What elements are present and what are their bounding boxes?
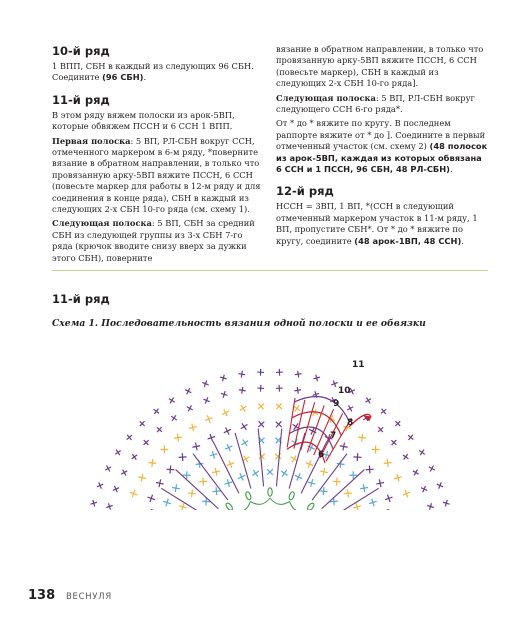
page-number: 138: [28, 588, 56, 603]
row10-text: 1 ВПП, СБН в каждый из следующих 96 СБН. Соедините (96 СБН).: [52, 61, 254, 83]
sc-cross-mark: [358, 437, 366, 438]
sc-cross-mark: [294, 406, 301, 411]
sc-cross-mark: [159, 479, 161, 487]
sc-cross-mark: [215, 468, 217, 476]
dc-plus-mark: [297, 387, 298, 394]
sc-cross-mark: [384, 462, 392, 463]
section-title: 11-й ряд: [52, 292, 110, 306]
row-label-9: 9: [333, 399, 340, 409]
diagram-symbols: [90, 369, 449, 510]
dc-plus-mark: [223, 375, 225, 382]
magazine-name: ВЕСНУЛЯ: [66, 591, 113, 601]
row-label-10: 10: [338, 386, 351, 396]
chain-oval: [306, 502, 315, 510]
sc-cross-mark: [216, 487, 217, 495]
row-label-6: 6: [318, 450, 325, 460]
repeat-total: (48 полосок из арок-5ВП, каждая из которых обвязана 6 ССН и 1 ПССН, 96 СБН, 48 РЛ-СБН): [276, 141, 488, 175]
dc-plus-mark: [241, 371, 242, 378]
row10-heading: 10-й ряд: [52, 44, 110, 58]
chain-arc: [233, 501, 250, 510]
sc-cross-mark: [177, 434, 178, 442]
sc-cross-mark: [344, 493, 352, 494]
row-label-11: 11: [352, 360, 365, 370]
sc-cross-mark: [242, 423, 246, 430]
row12-heading: 12-й ряд: [276, 184, 334, 199]
sc-cross-mark: [170, 465, 171, 473]
sc-cross-mark: [206, 497, 207, 505]
sc-cross-mark: [243, 439, 247, 446]
sc-cross-mark: [376, 482, 384, 484]
sc-cross-mark: [320, 471, 328, 473]
sc-cross-mark: [175, 484, 176, 492]
chain-oval: [288, 491, 295, 500]
row-label-7: 7: [330, 431, 337, 441]
sc-cross-mark: [330, 501, 338, 502]
row12-total: (48 арок-1ВП, 48 ССН): [354, 235, 462, 246]
dc-plus-mark: [298, 371, 299, 378]
chain-oval: [268, 488, 272, 496]
dc-plus-mark: [403, 455, 408, 459]
continued-text: вязание в обратном направлении, в только что провязанную арку-5ВП вяжите ПССН, 6 ССН (повесьте маркер), СБН в каждый из следующих 2-х СБН 10-го ряда].: [276, 44, 484, 89]
chain-arc: [250, 498, 270, 504]
dc-plus-mark: [170, 398, 174, 404]
first-strip-text: Первая полоска: 5 ВП, РЛ-СБН вокруг ССН, отмеченного маркером в 6-м ряду, *поверните вязание в обратном направлении, в только что провязанную арку-5ВП вяжите ПССН, 6 ССН (повесьте маркер для работы в 12-м ряду и для соединения в конце ряда), СБН в каждый из следующих 2-х СБН 10-го ряда (см. схему 1).: [52, 135, 261, 215]
sc-cross-mark: [340, 446, 348, 448]
sc-cross-mark: [224, 409, 228, 416]
next-strip-text-2: Следующая полоска: 5 ВП, РЛ-СБН вокруг следующего ССН 6-го ряда*.: [276, 92, 475, 115]
sc-cross-mark: [320, 491, 328, 492]
row11-intro: В этом ряду вяжем полоски из арок-5ВП, которые обвяжем ПССН и 6 ССН 1 ВПП.: [52, 109, 235, 132]
first-strip-label: Первая полоска: [52, 135, 131, 146]
diagram-caption: Схема 1. Последовательность вязания одной полоски и ее обвязки: [52, 318, 426, 329]
next-strip-label: Следующая полоска: [52, 218, 152, 229]
chain-oval: [225, 502, 234, 510]
dc-plus-mark: [172, 415, 176, 421]
section-divider: [52, 270, 488, 271]
sc-cross-mark: [244, 456, 248, 463]
chain-oval: [245, 491, 252, 500]
dc-plus-mark: [115, 450, 121, 454]
dc-plus-mark: [242, 387, 243, 394]
chain-arc: [290, 501, 307, 510]
sc-cross-mark: [291, 457, 298, 461]
crochet-diagram: [52, 334, 488, 510]
row-label-8: 8: [347, 418, 354, 428]
row10-total: (96 СБН): [102, 72, 144, 83]
long-stitch-line: [176, 470, 219, 509]
chain-arc: [270, 498, 290, 504]
sc-cross-mark: [366, 469, 374, 470]
sc-cross-mark: [281, 471, 287, 476]
long-stitch-line: [322, 470, 365, 509]
dc-plus-mark: [316, 375, 318, 382]
sc-cross-mark: [241, 405, 246, 412]
sc-cross-mark: [196, 443, 198, 451]
row12-text: НССН = 3ВП, 1 ВП, *(ССН в следующий отмеченный маркером участок в 11-м ряду, 1 ВП, пропустите СБН*. От * до * вяжите по кругу, соедините (48 арок-1ВП, 48 ССН).: [276, 201, 478, 246]
left-column: [52, 44, 264, 267]
strip-stitch-line: [287, 398, 295, 447]
dc-plus-mark: [366, 398, 370, 404]
row11-heading: 11-й ряд: [52, 92, 110, 107]
repeat-text: От * до * вяжите по кругу. В последнем раппорте вяжите от * до ]. Соедините в первый отмеченный участок (см. схему 2) (48 полосок из арок-5ВП, каждая из которых обвязана 6 ССН и 1 ПССН, 96 СБН, 48 РЛ-СБН).: [276, 118, 488, 175]
next-strip-text: Следующая полоска: 5 ВП, СБН за средний СБН из следующей группы из 3-х СБН 7-го ряда (крючок вводите снизу вверх за дужки этого СБН), поверните: [52, 218, 255, 263]
dc-plus-mark: [132, 455, 137, 459]
sc-cross-mark: [152, 459, 153, 467]
sc-cross-mark: [192, 489, 193, 497]
sc-cross-mark: [360, 487, 368, 488]
dc-plus-mark: [419, 450, 425, 454]
sc-cross-mark: [253, 470, 258, 476]
sc-cross-mark: [337, 463, 345, 464]
right-column: [276, 44, 488, 250]
next-strip-label-2: Следующая полоска: [276, 92, 376, 103]
